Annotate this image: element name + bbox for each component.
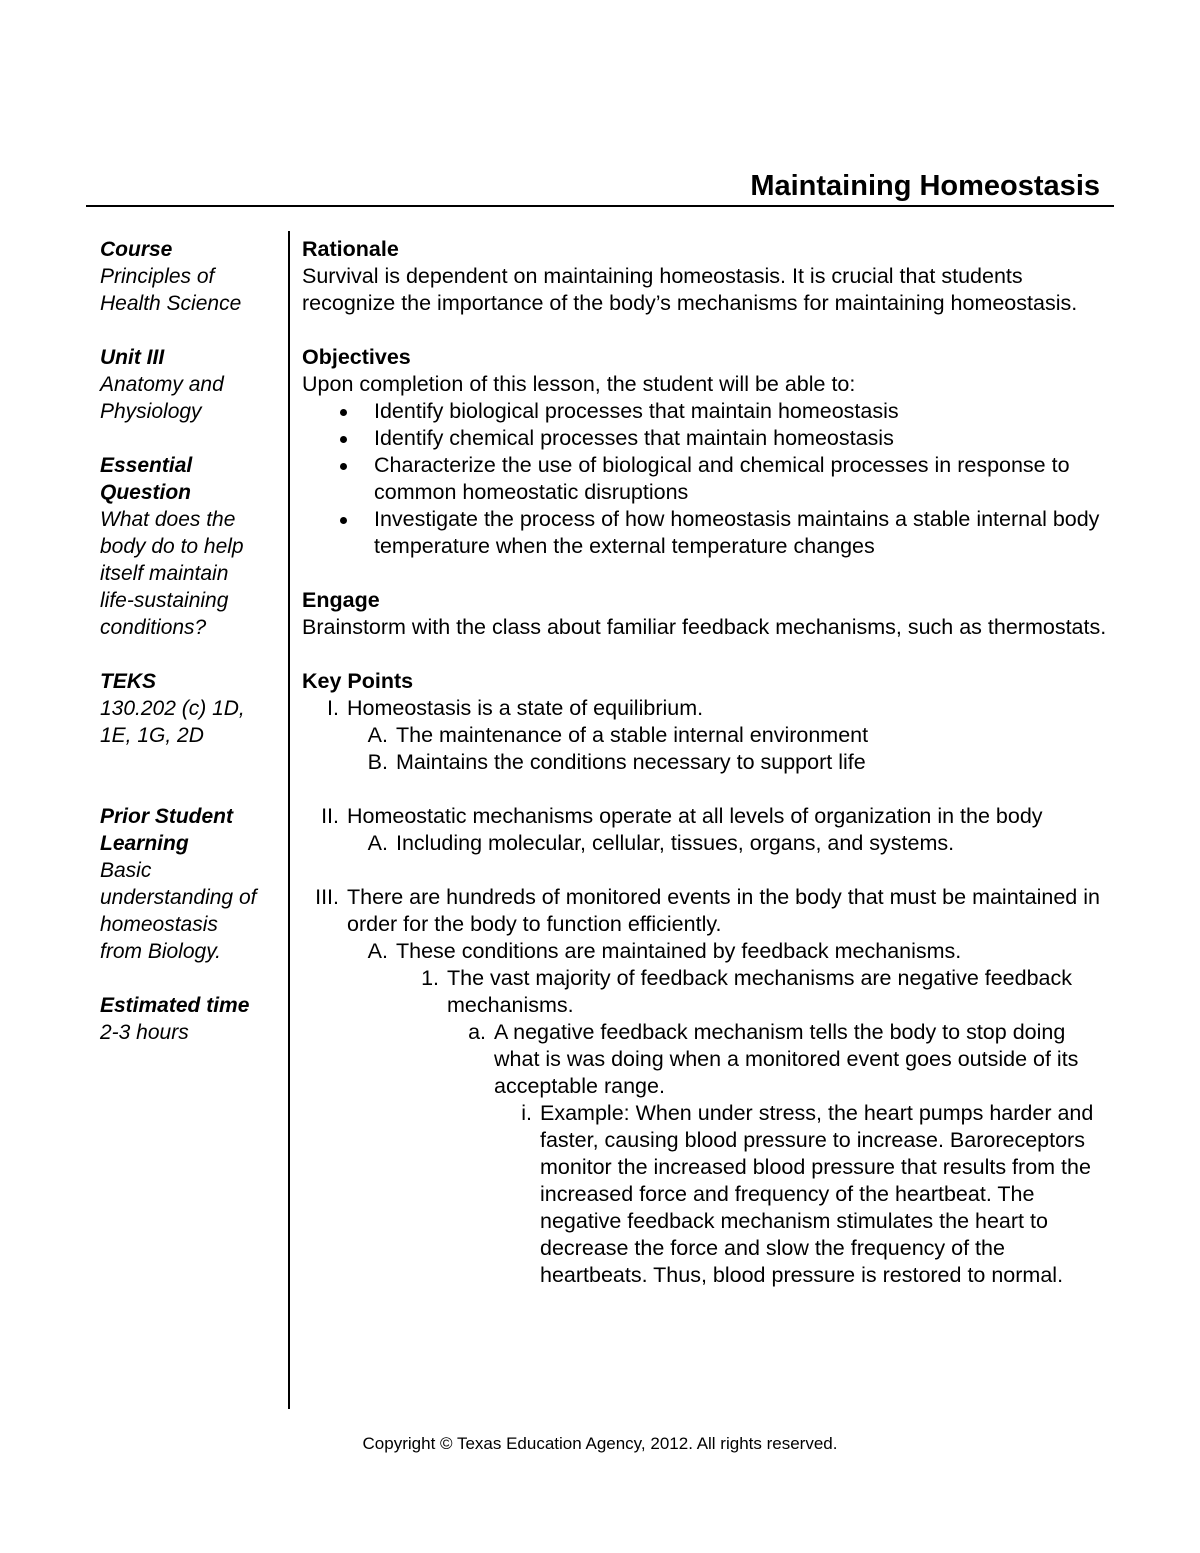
key-point-text: The vast majority of feedback mechanisms are negative feedback mechanisms. [447,966,1073,1017]
key-point-text: A negative feedback mechanism tells the body to stop doing what is was doing when a monitored event goes outside of its acceptable range. [494,1020,1079,1098]
key-point-item [302,695,1107,722]
essential-question-value: What does the body do to help itself maintain life-sustaining conditions? [100,508,244,639]
unit-heading: Unit III [100,346,165,369]
key-point-text: These conditions are maintained by feedback mechanisms. [396,939,962,963]
key-point-text: Homeostatic mechanisms operate at all levels of organization in the body [347,804,1043,828]
engage-section [302,587,1107,641]
prior-learning-value: Basic understanding of homeostasis from Biology. [100,859,257,963]
sidebar-course [100,236,280,317]
main-content [302,236,1107,1289]
key-point-item [302,722,1107,749]
sidebar [100,236,280,1073]
objective-text: Identify chemical processes that maintain homeostasis [374,426,894,450]
column-divider [288,231,290,1409]
key-points-heading: Key Points [302,669,414,693]
objective-item [302,398,1107,425]
sidebar-teks [100,668,280,749]
list-number: I. [327,696,339,720]
bullet-icon [340,517,347,524]
engage-heading: Engage [302,588,380,612]
essential-question-heading: Essential Question [100,454,193,504]
objective-text: Investigate the process of how homeostasis maintains a stable internal body temperature when the external temperature changes [374,507,1100,558]
bullet-icon [340,463,347,470]
sidebar-estimated-time [100,992,280,1046]
key-points-section [302,668,1107,1289]
course-heading: Course [100,238,173,261]
sidebar-essential-question [100,452,280,641]
list-number: A. [367,939,388,963]
key-point-item [302,1019,1107,1100]
sidebar-prior-learning [100,803,280,965]
objective-item [302,452,1107,506]
key-point-item [302,749,1107,776]
prior-learning-heading: Prior Student Learning [100,805,234,855]
list-number: B. [367,750,388,774]
engage-text: Brainstorm with the class about familiar feedback mechanisms, such as thermostats. [302,615,1107,639]
key-point-item [302,1100,1107,1289]
key-point-item [302,965,1107,1019]
key-point-item [302,884,1107,938]
key-point-text: Including molecular, cellular, tissues, organs, and systems. [396,831,955,855]
key-point-text: Maintains the conditions necessary to support life [396,750,866,774]
objectives-intro: Upon completion of this lesson, the student will be able to: [302,372,856,396]
rationale-heading: Rationale [302,237,399,261]
copyright-footer: Copyright © Texas Education Agency, 2012. All rights reserved. [362,1434,838,1453]
bullet-icon [340,409,347,416]
objectives-section [302,344,1107,560]
objective-text: Characterize the use of biological and chemical processes in response to common homeostatic disruptions [374,453,1070,504]
unit-value: Anatomy and Physiology [100,373,224,423]
page-title: Maintaining Homeostasis [750,170,1100,202]
course-value: Principles of Health Science [100,265,242,315]
list-number: 1. [421,966,439,990]
objective-item [302,425,1107,452]
list-number: A. [367,831,388,855]
list-number: II. [321,804,339,828]
key-point-item [302,938,1107,965]
objective-text: Identify biological processes that maintain homeostasis [374,399,899,423]
key-point-text: Homeostasis is a state of equilibrium. [347,696,704,720]
teks-value: 130.202 (c) 1D, 1E, 1G, 2D [100,697,245,747]
objective-item [302,506,1107,560]
list-number: a. [468,1020,486,1044]
objectives-list [302,398,1107,560]
key-point-text: The maintenance of a stable internal environment [396,723,869,747]
list-number: III. [315,885,339,909]
list-number: A. [367,723,388,747]
list-number: i. [521,1101,532,1125]
bullet-icon [340,436,347,443]
sidebar-unit [100,344,280,425]
objectives-heading: Objectives [302,345,411,369]
key-point-item [302,803,1107,830]
key-point-text: There are hundreds of monitored events in the body that must be maintained in order for the body to function efficiently. [347,885,1100,936]
estimated-time-value: 2-3 hours [100,1021,189,1044]
rationale-section [302,236,1107,317]
title-divider [86,205,1114,207]
rationale-text: Survival is dependent on maintaining homeostasis. It is crucial that students recognize the importance of the body’s mechanisms for maintaining homeostasis. [302,264,1078,315]
estimated-time-heading: Estimated time [100,994,250,1017]
key-point-text: Example: When under stress, the heart pumps harder and faster, causing blood pressure to increase. Baroreceptors monitor the increased blood pressure that results from the increased force and frequency of the heartbeat. The negative feedback mechanism stimulates the heart to decrease the force and slow the frequency of the heartbeats. Thus, blood pressure is restored to normal. [540,1101,1094,1287]
teks-heading: TEKS [100,670,157,693]
key-point-item [302,830,1107,857]
